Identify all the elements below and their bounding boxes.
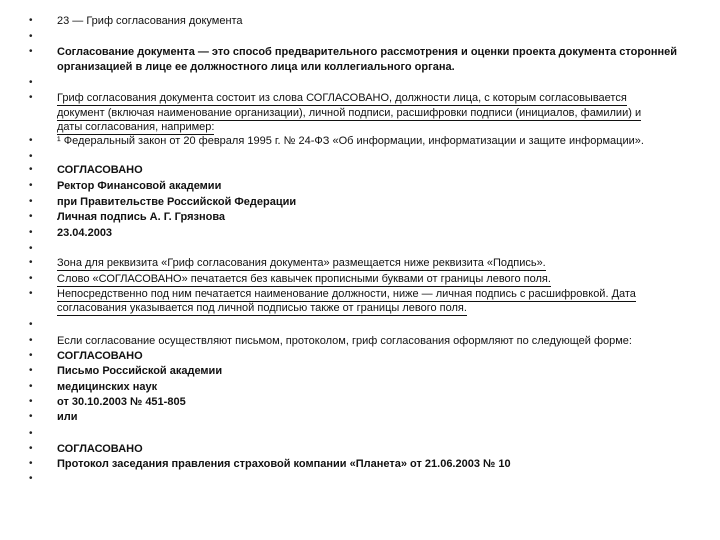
bullet-marker: •	[29, 350, 33, 361]
line-text: Зона для реквизита «Гриф согласования документа» размещается ниже реквизита «Подпись».	[57, 257, 546, 269]
bullet-marker: •	[29, 77, 33, 88]
line-text: организацией в лице ее должностного лица или коллегиального органа.	[57, 61, 455, 73]
bullet-marker: •	[29, 227, 33, 238]
line-text: Гриф согласования документа состоит из слова СОГЛАСОВАНО, должности лица, с которым согласовывается	[57, 92, 627, 104]
line-text: Если согласование осуществляют письмом, протоколом, гриф согласования оформляют по следующей форме:	[57, 335, 632, 347]
bullet-marker: •	[29, 288, 33, 299]
bullet-marker: •	[29, 411, 33, 422]
line-text: Согласование документа — это способ предварительного рассмотрения и оценки проекта документа сторонней	[57, 46, 677, 58]
bullet-marker: •	[29, 164, 33, 175]
bullet-marker: •	[29, 180, 33, 191]
line-text: СОГЛАСОВАНО	[57, 350, 143, 362]
bullet-marker: •	[29, 458, 33, 469]
line-text: Протокол заседания правления страховой компании «Планета» от 21.06.2003 № 10	[57, 458, 511, 470]
line-text: Письмо Российской академии	[57, 365, 223, 377]
bullet-marker: •	[29, 46, 33, 57]
bullet-marker: •	[29, 381, 33, 392]
bullet-marker: •	[29, 196, 33, 207]
line-text: ¹ Федеральный закон от 20 февраля 1995 г. № 24-ФЗ «Об информации, информатизации и защите информации».	[57, 135, 644, 147]
line-text: Слово «СОГЛАСОВАНО» печатается без кавычек прописными буквами от границы левого поля.	[57, 273, 551, 285]
line-text: согласования указывается под личной подписью также от границы левого поля.	[57, 302, 467, 314]
bullet-marker: •	[29, 92, 33, 103]
line-text: СОГЛАСОВАНО	[57, 443, 143, 455]
bullet-marker: •	[29, 335, 33, 346]
bullet-marker: •	[29, 257, 33, 268]
bullet-marker: •	[29, 443, 33, 454]
bullet-marker: •	[29, 319, 33, 330]
bullet-marker: •	[29, 273, 33, 284]
bullet-marker: •	[29, 428, 33, 439]
line-text: документ (включая наименование организации), личной подписи, расшифровки подписи (инициалов, фамилии) и	[57, 107, 642, 119]
bullet-marker: •	[29, 243, 33, 254]
line-text: Личная подпись А. Г. Грязнова	[57, 211, 226, 223]
line-text: 23.04.2003	[57, 227, 113, 239]
bullet-marker: •	[29, 15, 33, 26]
bullet-marker: •	[29, 365, 33, 376]
bullet-marker: •	[29, 151, 33, 162]
line-text: Ректор Финансовой академии	[57, 180, 222, 192]
bullet-marker: •	[29, 473, 33, 484]
line-text: Непосредственно под ним печатается наименование должности, ниже — личная подпись с расшифровкой. Дата	[57, 288, 636, 300]
bullet-marker: •	[29, 135, 33, 146]
line-text: СОГЛАСОВАНО	[57, 164, 143, 176]
bullet-marker: •	[29, 31, 33, 42]
bullet-marker: •	[29, 396, 33, 407]
line-text: 23 — Гриф согласования документа	[57, 15, 243, 27]
bullet-marker: •	[29, 211, 33, 222]
line-text: или	[57, 411, 78, 423]
line-text: при Правительстве Российской Федерации	[57, 196, 297, 208]
line-text: от 30.10.2003 № 451-805	[57, 396, 186, 408]
line-text: даты согласования, например:	[57, 121, 215, 133]
line-text: медицинских наук	[57, 381, 158, 393]
